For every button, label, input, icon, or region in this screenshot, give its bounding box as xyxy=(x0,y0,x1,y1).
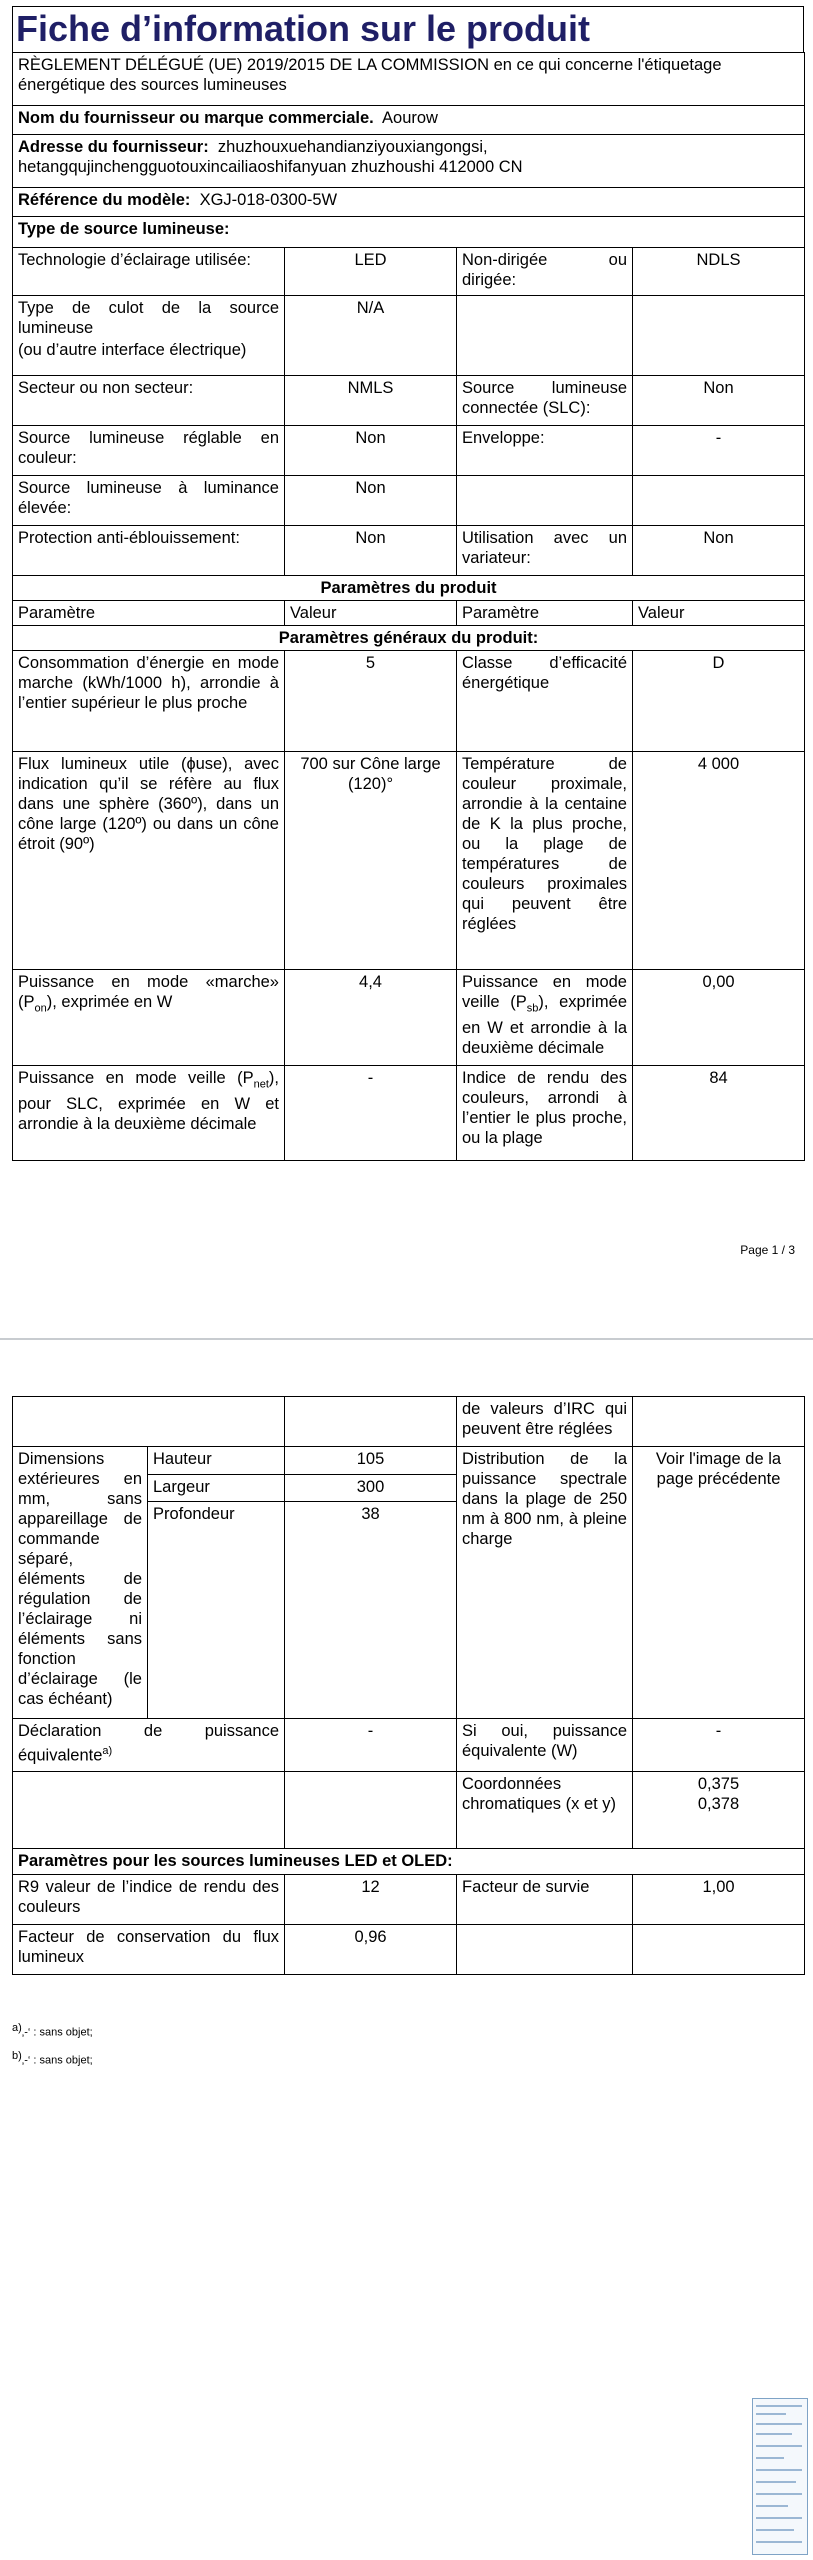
on-mode-power-value: 4,4 xyxy=(285,970,457,1066)
high-luminance-value: Non xyxy=(285,476,457,526)
cri-label-part1: Indice de rendu des couleurs, arrondi à l’entier le plus proche, ou la plage xyxy=(457,1066,633,1161)
depth-label: Profondeur xyxy=(148,1502,285,1719)
high-luminance-label: Source lumineuse à luminance élevée: xyxy=(13,476,285,526)
page-2 xyxy=(0,1340,813,2560)
col-param-header: Paramètre xyxy=(457,601,633,626)
survival-factor-value: 1,00 xyxy=(633,1875,805,1925)
regulation-text: RÈGLEMENT DÉLÉGUÉ (UE) 2019/2015 DE LA COMMISSION en ce qui concerne l'étiquetage énergétique des sources lumineuses xyxy=(13,53,805,106)
width-label: Largeur xyxy=(148,1475,285,1502)
empty-cell xyxy=(633,1925,805,1975)
chromaticity-x: 0,375 xyxy=(697,1775,740,1793)
empty-cell xyxy=(13,1772,285,1849)
empty-cell xyxy=(285,1397,457,1447)
page-title: Fiche d’information sur le produit xyxy=(12,6,804,52)
footnote-a: $^{a)}$‚-‘ : sans objet; xyxy=(12,2022,93,2039)
supplier-address-row xyxy=(13,135,805,188)
tech-label: Technologie d’éclairage utilisée: xyxy=(13,248,285,296)
survival-factor-label: Facteur de survie xyxy=(457,1875,633,1925)
led-params-header: Paramètres pour les sources lumineuses LED et OLED: xyxy=(13,1849,805,1875)
colour-tunable-value: Non xyxy=(285,426,457,476)
on-mode-power-label: Puissance en mode «marche» $(P_{on})$, exprimée en W xyxy=(13,970,285,1066)
dimmable-label: Utilisation avec un variateur: xyxy=(457,526,633,576)
directional-value: NDLS xyxy=(633,248,805,296)
footnote-b: $^{b)}$‚-‘ : sans objet; xyxy=(12,2050,93,2067)
equivalent-power-yes-value: - xyxy=(633,1719,805,1772)
supplier-address-value: zhuzhouxuehandianziyouxiangongsi, hetangqujinchengguotouxincailiaoshifanyuan zhuzhoushi 412000 CN xyxy=(18,138,523,176)
cri-value: 84 xyxy=(633,1066,805,1161)
model-value: XGJ-018-0300-5W xyxy=(199,191,338,209)
r9-label: R9 valeur de l’indice de rendu des couleurs xyxy=(13,1875,285,1925)
equivalent-power-label: Déclaration de puissance équivalente$^{a)}$ xyxy=(13,1719,285,1772)
product-params-header: Paramètres du produit xyxy=(13,576,805,601)
chromaticity-label: Coordonnées chromatiques (x et y) xyxy=(457,1772,633,1849)
energy-consumption-label: Consommation d’énergie en mode marche (kWh/1000 h), arrondie à l’entier supérieur le plus proche xyxy=(13,651,285,752)
info-table-page-2 xyxy=(12,1396,805,1975)
connected-label: Source lumineuse connectée (SLC): xyxy=(457,376,633,426)
empty-cell xyxy=(285,1772,457,1849)
envelope-label: Enveloppe: xyxy=(457,426,633,476)
col-value-header: Valeur xyxy=(285,601,457,626)
width-value: 300 xyxy=(285,1475,457,1502)
empty-cell xyxy=(633,476,805,526)
chromaticity-value xyxy=(633,1772,805,1849)
model-label: Référence du modèle: xyxy=(18,191,191,209)
height-value: 105 xyxy=(285,1447,457,1475)
spectral-distribution-value: Voir l'image de la page précédente xyxy=(633,1447,805,1719)
page-number: Page 1 / 3 xyxy=(740,1243,795,1257)
cri-label-part2: de valeurs d’IRC qui peuvent être réglées xyxy=(457,1397,633,1447)
dimensions-label: Dimensions extérieures en mm, sans appareillage de commande séparé, éléments de régulation de l’éclairage ni éléments sans fonction d’éclairage (le cas échéant) xyxy=(13,1447,148,1719)
supplier-name-row xyxy=(13,106,805,135)
col-value-header: Valeur xyxy=(633,601,805,626)
supplier-name-value: Aourow xyxy=(382,109,438,127)
page-gap xyxy=(0,1310,813,1340)
empty-cell xyxy=(457,476,633,526)
cap-label-line1: Type de culot de la source lumineuse xyxy=(18,299,279,337)
empty-cell xyxy=(633,1397,805,1447)
anti-glare-value: Non xyxy=(285,526,457,576)
spectral-distribution-label: Distribution de la puissance spectrale dans la plage de 250 nm à 800 nm, à pleine charge xyxy=(457,1447,633,1719)
anti-glare-label: Protection anti-éblouissement: xyxy=(13,526,285,576)
standby-power-value: 0,00 xyxy=(633,970,805,1066)
standby-power-label: Puissance en mode veille $(P_{sb})$, exprimée en W et arrondie à la deuxième décimale xyxy=(457,970,633,1066)
efficiency-class-label: Classe d’efficacité énergétique xyxy=(457,651,633,752)
dimmable-value: Non xyxy=(633,526,805,576)
connected-value: Non xyxy=(633,376,805,426)
page-thumbnail[interactable] xyxy=(752,2398,808,2555)
networked-standby-label: Puissance en mode veille $(P_{net})$, pour SLC, exprimée en W et arrondie à la deuxième décimale xyxy=(13,1066,285,1161)
depth-value: 38 xyxy=(285,1502,457,1719)
cap-label-line2: (ou d’autre interface électrique) xyxy=(18,341,247,359)
supplier-address-label: Adresse du fournisseur: xyxy=(18,138,209,156)
mains-label: Secteur ou non secteur: xyxy=(13,376,285,426)
lumen-maintenance-label: Facteur de conservation du flux lumineux xyxy=(13,1925,285,1975)
supplier-name-label: Nom du fournisseur ou marque commerciale. xyxy=(18,109,374,127)
model-row xyxy=(13,188,805,217)
efficiency-class-value: D xyxy=(633,651,805,752)
envelope-value: - xyxy=(633,426,805,476)
r9-value: 12 xyxy=(285,1875,457,1925)
directional-label: Non-dirigée ou dirigée: xyxy=(457,248,633,296)
cap-label xyxy=(13,296,285,376)
general-params-header: Paramètres généraux du produit: xyxy=(13,626,805,651)
cap-value: N/A xyxy=(285,296,457,376)
useful-flux-label: Flux lumineux utile (ɸuse), avec indication qu’il se réfère au flux dans une sphère (360º), dans un cône large (120º) ou dans un cône étroit (90º) xyxy=(13,752,285,970)
energy-consumption-value: 5 xyxy=(285,651,457,752)
useful-flux-value: 700 sur Cône large (120)° xyxy=(285,752,457,970)
tech-value: LED xyxy=(285,248,457,296)
lumen-maintenance-value: 0,96 xyxy=(285,1925,457,1975)
equivalent-power-yes-label: Si oui, puissance équivalente (W) xyxy=(457,1719,633,1772)
height-label: Hauteur xyxy=(148,1447,285,1475)
cct-value: 4 000 xyxy=(633,752,805,970)
empty-cell xyxy=(457,296,633,376)
equivalent-power-value: - xyxy=(285,1719,457,1772)
mains-value: NMLS xyxy=(285,376,457,426)
colour-tunable-label: Source lumineuse réglable en couleur: xyxy=(13,426,285,476)
empty-cell xyxy=(633,296,805,376)
empty-cell xyxy=(13,1397,285,1447)
cct-label: Température de couleur proximale, arrondie à la centaine de K la plus proche, ou la plage de températures de couleurs proximales qui peuvent être réglées xyxy=(457,752,633,970)
chromaticity-y: 0,378 xyxy=(697,1795,740,1813)
empty-cell xyxy=(457,1925,633,1975)
info-table-page-1 xyxy=(12,52,805,1161)
light-source-type-header: Type de source lumineuse: xyxy=(13,217,805,248)
networked-standby-value: - xyxy=(285,1066,457,1161)
col-param-header: Paramètre xyxy=(13,601,285,626)
